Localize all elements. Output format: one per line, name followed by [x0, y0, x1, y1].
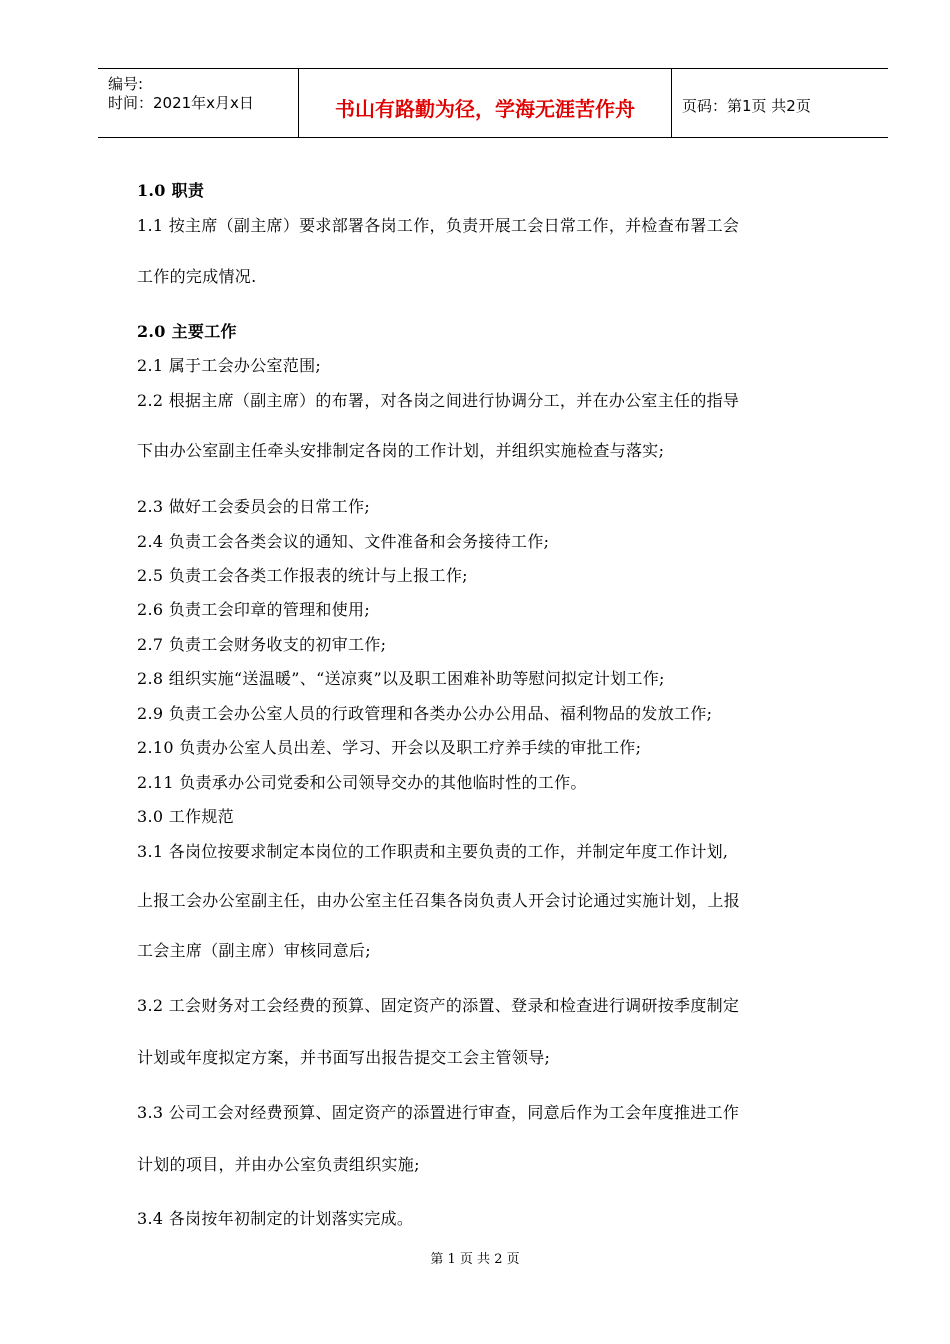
- body-line: 2.5 负责工会各类工作报表的统计与上报工作;: [137, 566, 468, 585]
- page-header: [98, 68, 888, 138]
- body-line: 2.11 负责承办公司党委和公司领导交办的其他临时性的工作。: [137, 773, 587, 792]
- body-line: 2.6 负责工会印章的管理和使用;: [137, 600, 371, 619]
- body-line: 计划的项目，并由办公室负责组织实施;: [137, 1155, 420, 1174]
- body-line: 工作的完成情况.: [137, 267, 257, 286]
- code-label: 编号:: [108, 75, 144, 93]
- header-motto-cell: [299, 69, 672, 137]
- body-line: 3.1 各岗位按要求制定本岗位的工作职责和主要负责的工作，并制定年度工作计划,: [137, 842, 729, 861]
- body-line: 计划或年度拟定方案，并书面写出报告提交工会主管领导;: [137, 1048, 551, 1067]
- body-line: 1.0 职责: [137, 181, 205, 200]
- page-footer: 第 1 页 共 2 页: [430, 1252, 520, 1267]
- body-line: 2.4 负责工会各类会议的通知、文件准备和会务接待工作;: [137, 532, 550, 551]
- page-number-label: 页码：第1页 共2页: [682, 97, 811, 115]
- body-line: 下由办公室副主任牵头安排制定各岗的工作计划，并组织实施检查与落实;: [137, 441, 665, 460]
- header-motto: 书山有路勤为径，学海无涯苦作舟: [335, 97, 635, 121]
- body-line: 1.1 按主席（副主席）要求部署各岗工作，负责开展工会日常工作，并检查布署工会: [137, 216, 740, 235]
- header-left-cell: [98, 69, 299, 137]
- header-right-cell: [672, 69, 888, 137]
- body-line: 上报工会办公室副主任，由办公室主任召集各岗负责人开会讨论通过实施计划，上报: [137, 891, 741, 910]
- body-line: 2.3 做好工会委员会的日常工作;: [137, 497, 371, 516]
- body-line: 2.1 属于工会办公室范围;: [137, 356, 322, 375]
- body-line: 工会主席（副主席）审核同意后;: [137, 941, 371, 960]
- body-line: 2.7 负责工会财务收支的初审工作;: [137, 635, 387, 654]
- body-line: 2.0 主要工作: [137, 322, 237, 341]
- body-line: 2.8 组织实施“送温暖”、“送凉爽”以及职工困难补助等慰问拟定计划工作;: [137, 669, 665, 688]
- body-line: 3.0 工作规范: [137, 807, 234, 826]
- body-line: 3.4 各岗按年初制定的计划落实完成。: [137, 1209, 414, 1228]
- body-line: 2.10 负责办公室人员出差、学习、开会以及职工疗养手续的审批工作;: [137, 738, 642, 757]
- body-line: 3.3 公司工会对经费预算、固定资产的添置进行审查，同意后作为工会年度推进工作: [137, 1103, 740, 1122]
- body-line: 2.2 根据主席（副主席）的布署，对各岗之间进行协调分工，并在办公室主任的指导: [137, 391, 740, 410]
- body-line: 3.2 工会财务对工会经费的预算、固定资产的添置、登录和检查进行调研按季度制定: [137, 996, 740, 1015]
- time-label: 时间：2021年x月x日: [108, 94, 254, 112]
- body-line: 2.9 负责工会办公室人员的行政管理和各类办公办公用品、福利物品的发放工作;: [137, 704, 713, 723]
